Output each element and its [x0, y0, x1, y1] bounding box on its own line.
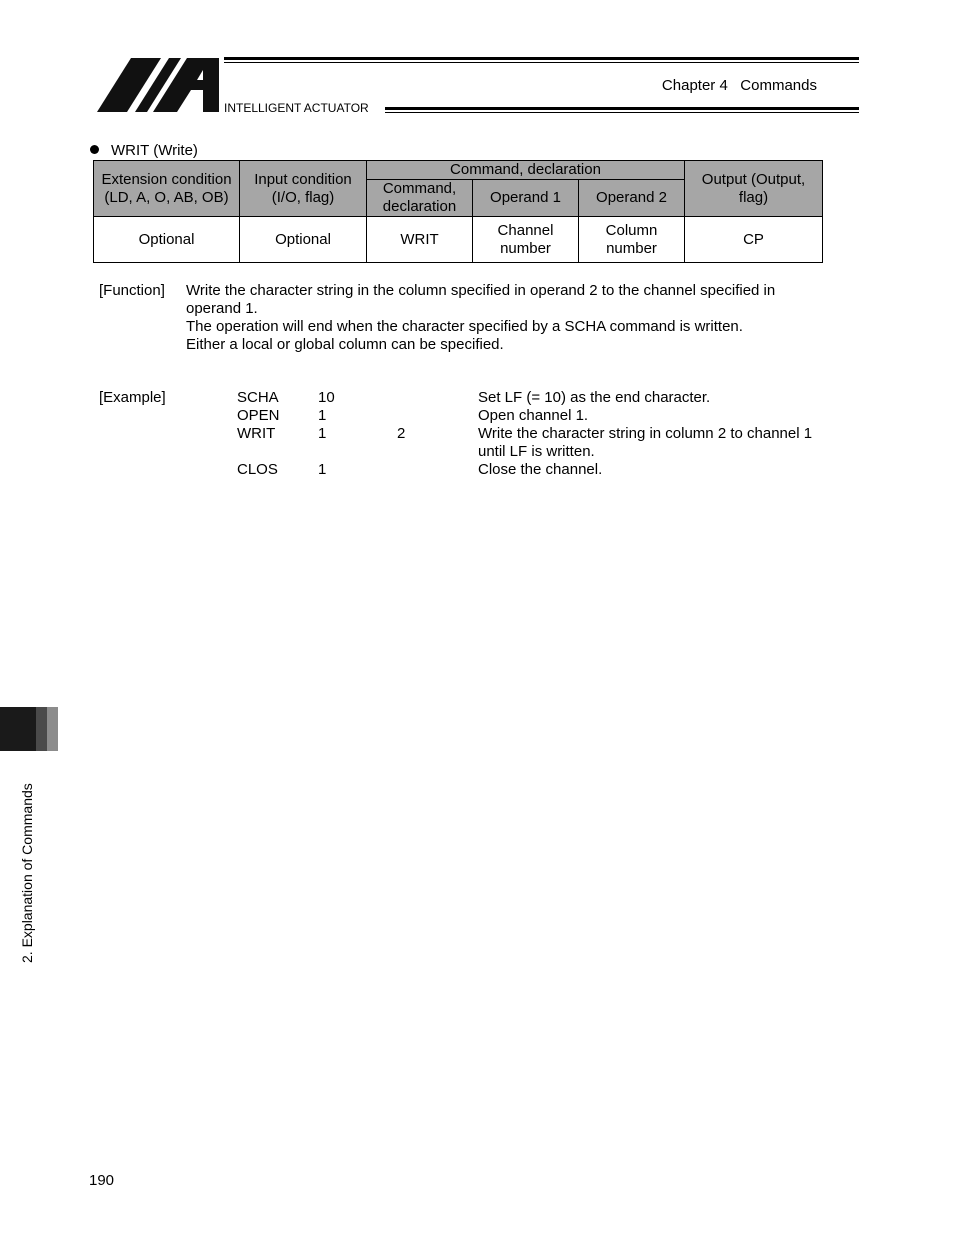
cell-operand-1: Channel number: [473, 217, 579, 263]
section-title: WRIT (Write): [111, 142, 198, 159]
cell-command: WRIT: [367, 217, 473, 263]
example-comment: Write the character string in column 2 to channel 1 until LF is written.: [478, 425, 813, 460]
side-tab-light: [47, 707, 58, 751]
example-command: SCHA: [237, 389, 279, 406]
cell-output: CP: [685, 217, 823, 263]
header-rule-bottom: [385, 107, 859, 110]
example-comment: Set LF (= 10) as the end character.: [478, 389, 711, 406]
side-tab-dark: [0, 707, 36, 751]
function-line: Write the character string in the column specified in operand 2 to the channel specified in operand 1.: [186, 282, 776, 317]
chapter-title: Chapter 4 Commands: [661, 77, 817, 94]
side-tab-mid: [36, 707, 47, 751]
function-label: [Function]: [99, 282, 165, 299]
example-operand-2: 2: [397, 425, 406, 442]
example-command: CLOS: [237, 461, 278, 478]
header-output: Output (Output, flag): [685, 161, 823, 217]
header-command-declaration: Command, declaration: [367, 180, 473, 217]
example-operand-1: 1: [318, 461, 327, 478]
header-extension-condition: Extension condition (LD, A, O, AB, OB): [94, 161, 240, 217]
function-line: Either a local or global column can be specified.: [186, 336, 504, 353]
command-spec-table: [93, 160, 823, 263]
brand-name: INTELLIGENT ACTUATOR: [224, 101, 369, 115]
function-line: The operation will end when the character specified by a SCHA command is written.: [186, 318, 743, 335]
header-command-declaration-group: Command, declaration: [367, 161, 685, 180]
cell-input-condition: Optional: [240, 217, 367, 263]
header-operand-2: Operand 2: [579, 180, 685, 217]
side-tab-label: 2. Explanation of Commands: [19, 783, 35, 963]
page-number: 190: [89, 1172, 115, 1189]
bullet-icon: [90, 145, 99, 154]
example-operand-1: 1: [318, 407, 327, 424]
example-comment: Close the channel.: [478, 461, 603, 478]
example-command: WRIT: [237, 425, 276, 442]
example-label: [Example]: [99, 389, 166, 406]
cell-extension-condition: Optional: [94, 217, 240, 263]
example-comment: Open channel 1.: [478, 407, 589, 424]
example-operand-1: 1: [318, 425, 327, 442]
header-rule-bottom-thin: [385, 112, 859, 113]
example-command: OPEN: [237, 407, 280, 424]
header-input-condition: Input condition (I/O, flag): [240, 161, 367, 217]
cell-operand-2: Column number: [579, 217, 685, 263]
example-operand-1: 10: [318, 389, 335, 406]
header-operand-1: Operand 1: [473, 180, 579, 217]
iai-logo-icon: [97, 58, 219, 112]
header-rule-top-thin: [224, 62, 859, 63]
header-rule-top: [224, 57, 859, 60]
function-description: [186, 282, 826, 354]
